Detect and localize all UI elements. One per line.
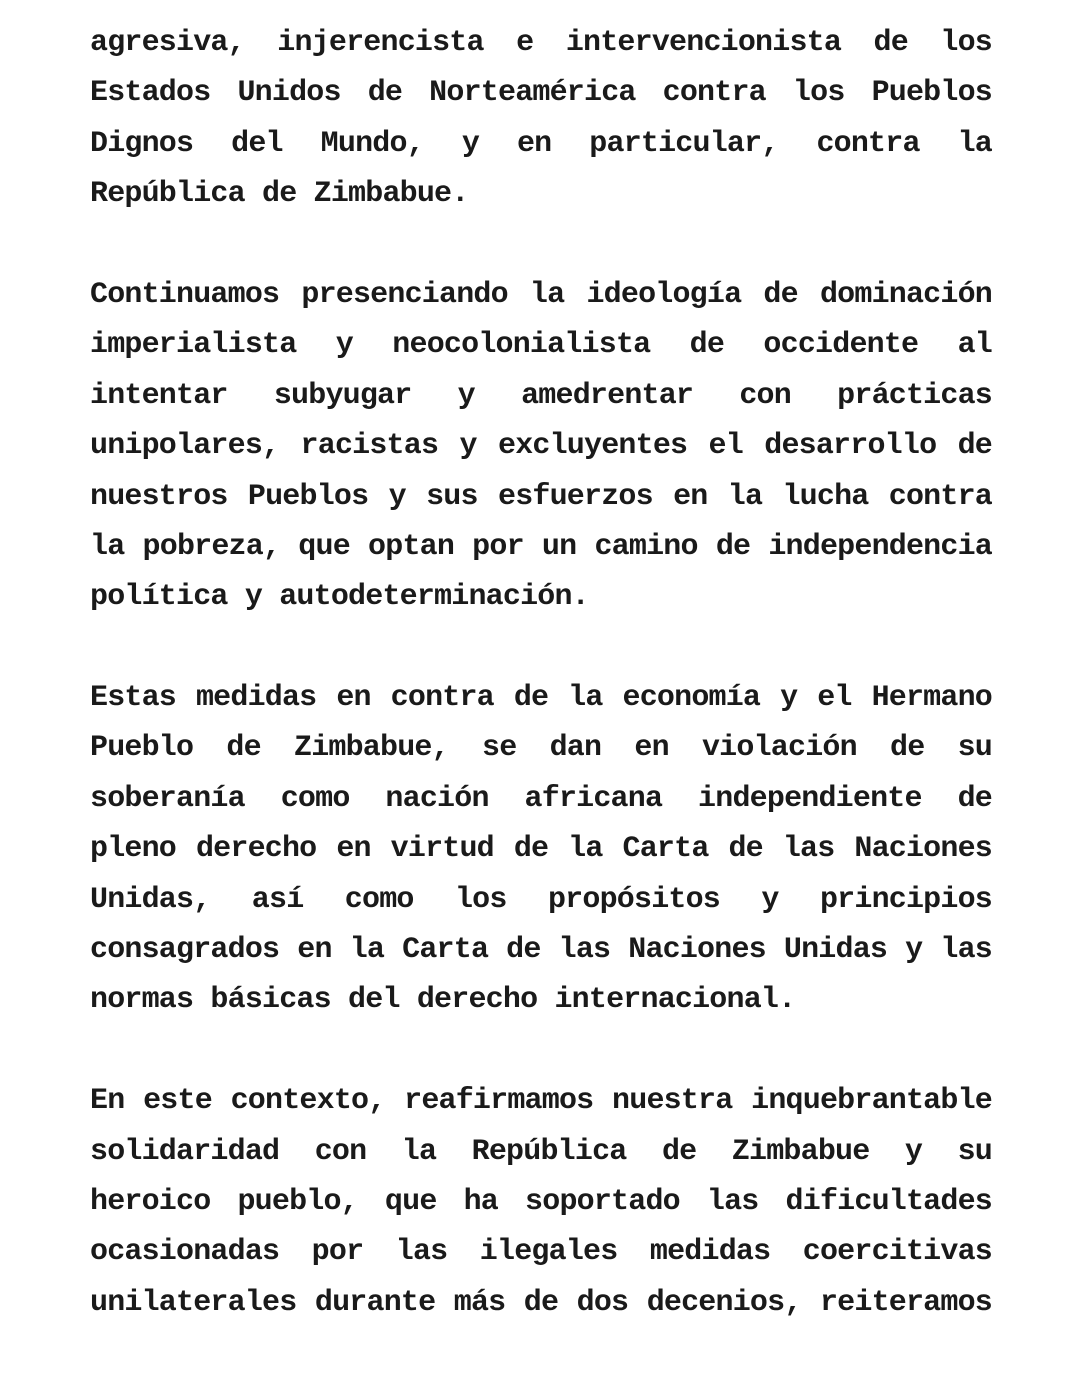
text-line: Continuamos presenciando la ideología de dominación [90, 277, 992, 312]
text-line: nuestros Pueblos y sus esfuerzos en la lucha contra [90, 479, 992, 514]
paragraph-3 [90, 673, 992, 1026]
text-line: la pobreza, que optan por un camino de independencia [90, 529, 992, 564]
text-line: imperialista y neocolonialista de occidente al [90, 328, 992, 363]
text-line: Estas medidas en contra de la economía y el Hermano [90, 681, 992, 716]
paragraph-2 [90, 270, 992, 623]
document-body [90, 18, 992, 1379]
text-line: República de Zimbabue. [90, 177, 469, 212]
text-line: Dignos del Mundo, y en particular, contra la [90, 126, 992, 161]
text-line: política y autodeterminación. [90, 580, 589, 615]
paragraph-4 [90, 1076, 992, 1328]
text-line: unilaterales durante más de dos decenios, reiteramos [90, 1285, 992, 1320]
text-line: solidaridad con la República de Zimbabue y su [90, 1134, 992, 1169]
text-line: Estados Unidos de Norteamérica contra los Pueblos [90, 76, 992, 111]
text-line: Pueblo de Zimbabue, se dan en violación de su [90, 731, 992, 766]
text-line: soberanía como nación africana independiente de [90, 781, 992, 816]
text-line: ocasionadas por las ilegales medidas coercitivas [90, 1235, 992, 1270]
text-line: En este contexto, reafirmamos nuestra inquebrantable [90, 1084, 992, 1119]
text-line: Unidas, así como los propósitos y principios [90, 882, 992, 917]
paragraph-1 [90, 18, 992, 220]
text-line: normas básicas del derecho internacional. [90, 983, 796, 1018]
text-line: consagrados en la Carta de las Naciones Unidas y las [90, 933, 992, 968]
text-line: agresiva, injerencista e intervencionista de los [90, 26, 992, 60]
text-line: pleno derecho en virtud de la Carta de las Naciones [90, 832, 992, 867]
text-line: intentar subyugar y amedrentar con prácticas [90, 378, 992, 413]
text-line: heroico pueblo, que ha soportado las dificultades [90, 1184, 992, 1219]
text-line: unipolares, racistas y excluyentes el desarrollo de [90, 429, 992, 464]
